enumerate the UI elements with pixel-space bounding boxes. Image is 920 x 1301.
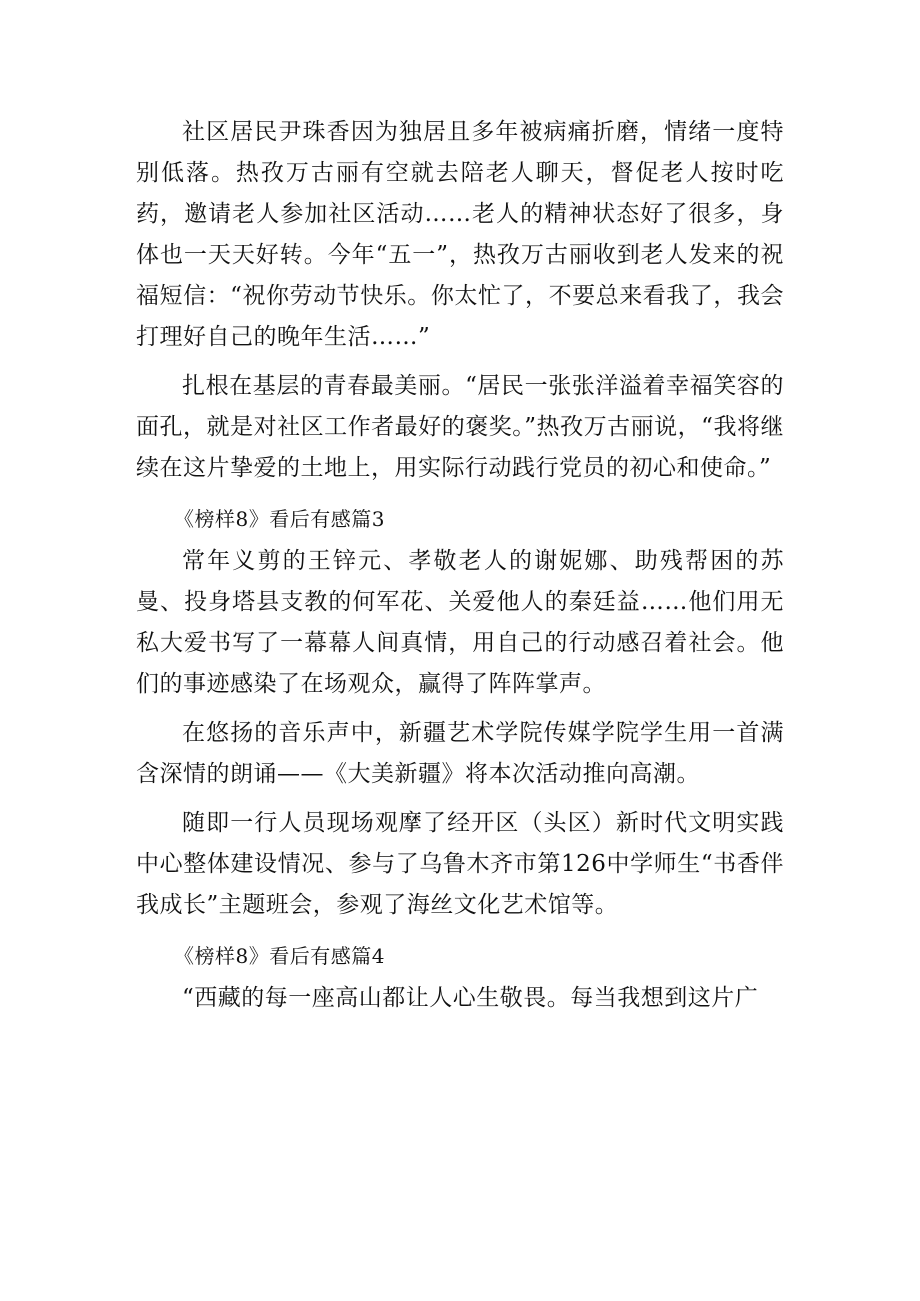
paragraph-role-models: 常年义剪的王锌元、孝敬老人的谢妮娜、助残帮困的苏曼、投身塔县支教的何军花、关爱他人的秦廷益……他们用无私大爱书写了一幕幕人间真情，用自己的行动感召着社会。他们的事迹感染了在场观众，赢得了阵阵掌声。 — [136, 548, 784, 697]
paragraph-yin-zhuxiang: 社区居民尹珠香因为独居且多年被病痛折磨，情绪一度特别低落。热孜万古丽有空就去陪老人聊天，督促老人按时吃药，邀请老人参加社区活动……老人的精神状态好了很多，身体也一天天好转。今年“五一”，热孜万古丽收到老人发来的祝福短信：“祝你劳动节快乐。你太忙了，不要总来看我了，我会打理好自己的晚年生活……” — [136, 119, 784, 350]
paragraph-youth-at-grassroots: 扎根在基层的青春最美丽。“居民一张张洋溢着幸福笑容的面孔，就是对社区工作者最好的褒奖。”热孜万古丽说，“我将继续在这片挚爱的土地上，用实际行动践行党员的初心和使命。” — [136, 373, 784, 481]
section-heading-part-3: 《榜样8》看后有感篇3 — [174, 507, 385, 531]
section-heading-part-4: 《榜样8》看后有感篇4 — [174, 944, 385, 968]
paragraph-recitation: 在悠扬的音乐声中，新疆艺术学院传媒学院学生用一首满含深情的朗诵——《大美新疆》将本次活动推向高潮。 — [136, 720, 784, 787]
paragraph-site-visit: 随即一行人员现场观摩了经开区（头区）新时代文明实践中心整体建设情况、参与了乌鲁木齐市第126中学师生“书香伴我成长”主题班会，参观了海丝文化艺术馆等。 — [136, 810, 784, 918]
paragraph-tibet: “西藏的每一座高山都让人心生敬畏。每当我想到这片广 — [182, 985, 759, 1011]
document-body — [136, 112, 784, 1019]
